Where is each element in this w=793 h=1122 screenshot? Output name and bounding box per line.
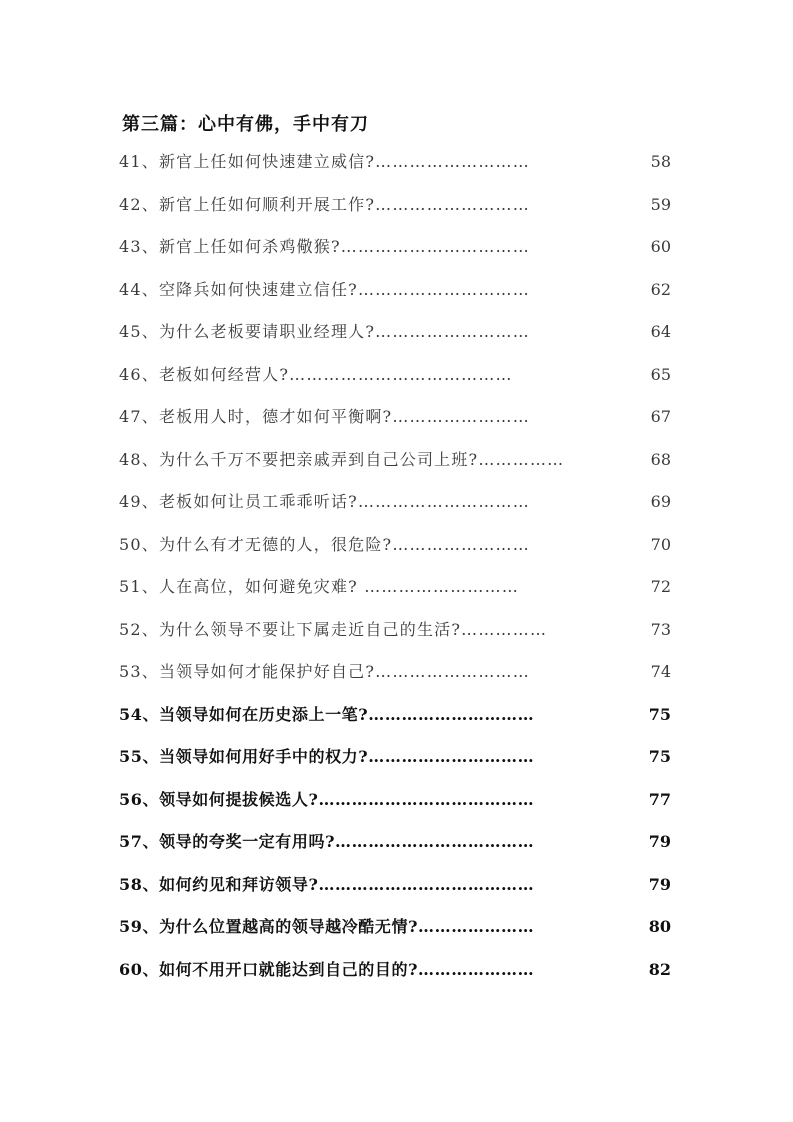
toc-entry[interactable]: [119, 700, 671, 743]
toc-entry-page-number: 59: [650, 194, 671, 214]
toc-entry[interactable]: [119, 785, 671, 828]
toc-entry-title: 56、领导如何提拔候选人?…………………………………: [119, 789, 535, 809]
toc-entry-title: 52、为什么领导不要让下属走近自己的生活?……………: [119, 619, 548, 639]
toc-entry[interactable]: [119, 615, 671, 658]
toc-entry[interactable]: [119, 317, 671, 360]
toc-entry-page-number: 68: [650, 449, 671, 469]
toc-entry-title: 51、人在高位，如何避免灾难? ………………………: [119, 577, 520, 596]
toc-entry[interactable]: [119, 402, 671, 445]
toc-entry[interactable]: [119, 275, 671, 318]
toc-entry-title: 41、新官上任如何快速建立威信?………………………: [119, 152, 530, 171]
toc-entry-page-number: 64: [650, 322, 671, 341]
toc-entry[interactable]: [119, 572, 671, 615]
toc-entry-title: 59、为什么位置越高的领导越冷酷无情?…………………: [119, 917, 535, 936]
toc-entry-page-number: 62: [650, 279, 671, 299]
toc-entry[interactable]: [119, 657, 671, 700]
toc-entry-title: 57、领导的夸奖一定有用吗?………………………………: [119, 832, 535, 851]
toc-entry-title: 42、新官上任如何顺利开展工作?………………………: [119, 194, 530, 214]
toc-entry[interactable]: [119, 742, 671, 785]
toc-entry[interactable]: [119, 827, 671, 870]
toc-entry-title: 46、老板如何经营人?…………………………………: [119, 364, 513, 384]
toc-entry-title: 49、老板如何让员工乖乖听话?…………………………: [119, 492, 530, 511]
toc-entry-page-number: 77: [648, 789, 671, 809]
toc-entry-page-number: 75: [648, 704, 671, 724]
toc-entry[interactable]: [119, 530, 671, 573]
toc-entry-page-number: 69: [650, 492, 671, 511]
toc-entry-page-number: 82: [648, 959, 671, 979]
toc-entry-page-number: 70: [650, 534, 671, 554]
toc-entry-page-number: 74: [650, 662, 671, 681]
toc-entry-page-number: 75: [648, 747, 671, 766]
toc-entry-title: 54、当领导如何在历史添上一笔?…………………………: [119, 704, 535, 724]
table-of-contents: [119, 147, 671, 997]
toc-entry[interactable]: [119, 912, 671, 955]
toc-entry[interactable]: [119, 487, 671, 530]
toc-entry[interactable]: [119, 190, 671, 233]
toc-entry-page-number: 60: [650, 237, 671, 256]
toc-entry-title: 48、为什么千万不要把亲戚弄到自己公司上班?……………: [119, 449, 565, 469]
toc-entry[interactable]: [119, 232, 671, 275]
toc-entry-title: 58、如何约见和拜访领导?…………………………………: [119, 874, 535, 894]
toc-entry-title: 55、当领导如何用好手中的权力?…………………………: [119, 747, 535, 766]
toc-entry-title: 60、如何不用开口就能达到自己的目的?…………………: [119, 959, 535, 979]
toc-entry-page-number: 72: [650, 577, 671, 596]
section-title: 第三篇：心中有佛，手中有刀: [122, 114, 369, 135]
toc-entry-title: 47、老板用人时，德才如何平衡啊?……………………: [119, 407, 530, 426]
toc-entry[interactable]: [119, 147, 671, 190]
toc-entry-page-number: 58: [650, 152, 671, 171]
toc-entry[interactable]: [119, 445, 671, 488]
toc-entry-title: 50、为什么有才无德的人，很危险?……………………: [119, 534, 530, 554]
toc-entry[interactable]: [119, 870, 671, 913]
toc-entry-title: 53、当领导如何才能保护好自己?………………………: [119, 662, 530, 681]
toc-entry-page-number: 80: [648, 917, 671, 936]
toc-entry[interactable]: [119, 955, 671, 998]
toc-entry-page-number: 73: [650, 619, 671, 639]
toc-entry[interactable]: [119, 360, 671, 403]
toc-entry-title: 43、新官上任如何杀鸡儆猴?……………………………: [119, 237, 530, 256]
toc-entry-page-number: 79: [648, 832, 671, 851]
toc-entry-page-number: 65: [650, 364, 671, 384]
toc-entry-title: 45、为什么老板要请职业经理人?………………………: [119, 322, 530, 341]
toc-entry-page-number: 79: [648, 874, 671, 894]
toc-entry-page-number: 67: [650, 407, 671, 426]
toc-entry-title: 44、空降兵如何快速建立信任?…………………………: [119, 279, 530, 299]
